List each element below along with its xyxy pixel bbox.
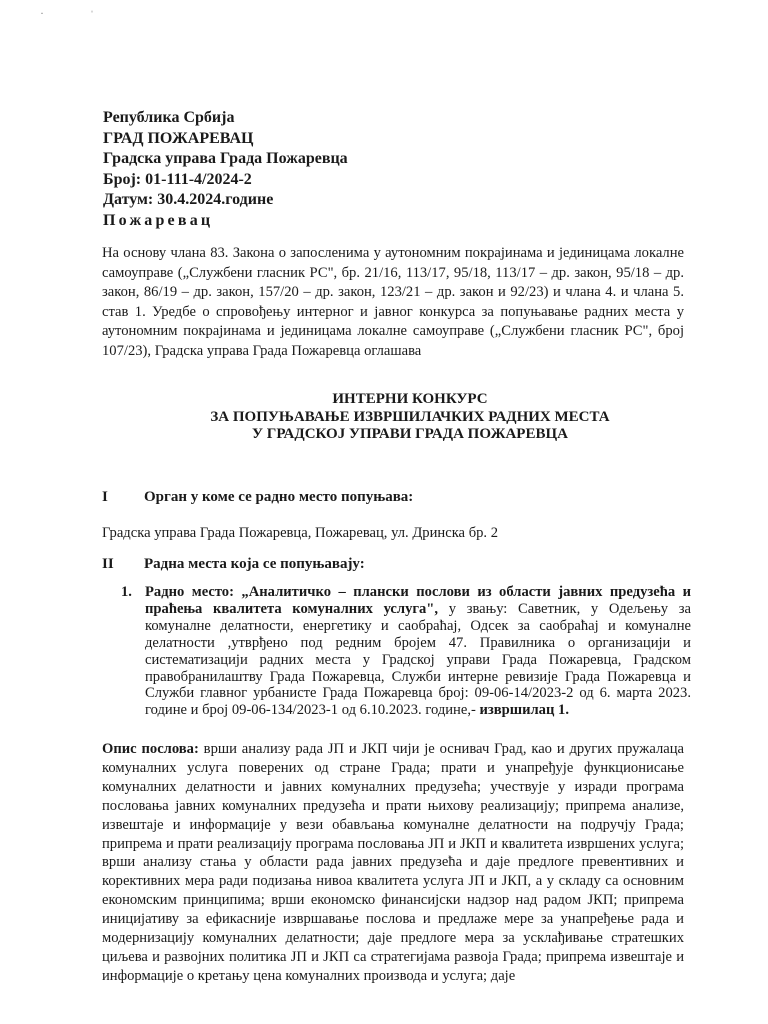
job-description bbox=[102, 740, 684, 986]
intro-paragraph: На основу члана 83. Закона о запосленима у аутономним покрајинама и јединицама локалне самоуправе („Службени гласник РС", бр. 21/16, 113/17, 95/18, 113/17 – др. закон, 95/18 – др. закон, 86/19 – др. закон, 157/20 – др. закон, 123/21 – др. закон и 92/23) и члана 4. и члана 5. став 1. Уредбе о спровођењу интерног и јавног конкурса за попуњавање радних места у аутономним покрајинама и јединицама локалне самоуправе („Службени гласник РС", број 107/23), Градска управа Града Пожаревца оглашава bbox=[102, 245, 684, 359]
section-2-number: II bbox=[102, 556, 114, 572]
item-executors: извршилац 1. bbox=[479, 702, 569, 719]
header-authority: Градска управа Града Пожаревца bbox=[103, 150, 348, 167]
section-1-text: Градска управа Града Пожаревца, Пожаревац, ул. Дринска бр. 2 bbox=[102, 525, 499, 541]
header-date: Датум: 30.4.2024.године bbox=[103, 191, 274, 208]
header-country: Република Србија bbox=[103, 109, 235, 126]
section-1-number: I bbox=[102, 489, 108, 505]
description-text: врши анализу рада ЈП и ЈКП чији је оснивач Град, као и других пружалаца комуналних услуга поверених од стране Града; прати и унапређује функционисање комуналних делатности и јавних комуналних предузећа; учествује у изради програма пословања јавних комуналних предузећа и прати њихову реализацију; припрема анализе, извештаје и информације у вези обављања комуналне делатности на подручју Града; припрема и прати реализацију програма пословања ЈП и ЈКП и квалитета извршених услуга; врши анализу стања у области рада јавних предузећа и даје предлоге превентивних и корективних мера ради подизања нивоа квалитета услуга ЈП и ЈКП, а у складу са основним економским принципима; врши економско финансијски надзор над радом ЈКП; припрема иницијативу за ефикасније извршавање послова и предлаже мере за унапређење рада и модернизацију комуналних делатности; даје предлоге мера за усклађивање стратешких циљева и развојних политика ЈП и ЈКП са стратегијама развоја Града; припрема извештаје и информације о кретању цена комуналних производа и услуга; даје bbox=[102, 741, 684, 984]
title-line-1: ИНТЕРНИ КОНКУРС bbox=[332, 391, 488, 407]
section-1-title: Орган у коме се радно место попуњава: bbox=[144, 489, 414, 505]
header-number: Број: 01-111-4/2024-2 bbox=[103, 170, 252, 188]
header-city: ГРАД ПОЖАРЕВАЦ bbox=[103, 129, 254, 147]
title-line-2: ЗА ПОПУЊАВАЊЕ ИЗВРШИЛАЧКИХ РАДНИХ МЕСТА bbox=[210, 408, 610, 425]
position-item bbox=[121, 584, 691, 719]
item-position-text: у звању: Саветник, у Одељењу за комуналне делатности, енергетику и саобраћај, Одсек за саобраћај и комуналне делатности ,утврђено под редним бројем 47. Правилника о организацији и систематизацији радних места у Градској управи Града Пожаревца, Градском правобранилаштву Града Пожаревца, Служби интерне ревизије Града Пожаревца и Служби главног урбанисте Града Пожаревца број: 09-06-14/2023-2 од 6. марта 2023. године и број 09-06-134/2023-1 од 6.10.2023. године,- bbox=[145, 600, 692, 719]
document-title bbox=[130, 391, 690, 444]
title-line-3: У ГРАДСКОЈ УПРАВИ ГРАДА ПОЖАРЕВЦА bbox=[252, 426, 568, 442]
item-number: 1. bbox=[121, 584, 132, 600]
document-header bbox=[103, 108, 348, 231]
header-place: Пожаревац bbox=[103, 211, 214, 229]
description-label: Опис послова: bbox=[102, 741, 199, 757]
item-position-title: Радно место: „Аналитичко – плански послови из области јавних предузећа и праћења квалитета комуналних услуга", bbox=[145, 584, 691, 617]
scan-mark: ˈ bbox=[90, 8, 94, 22]
scan-mark: · bbox=[40, 6, 44, 20]
section-2-title: Радна места која се попуњавају: bbox=[144, 556, 365, 572]
item-body bbox=[145, 584, 691, 719]
